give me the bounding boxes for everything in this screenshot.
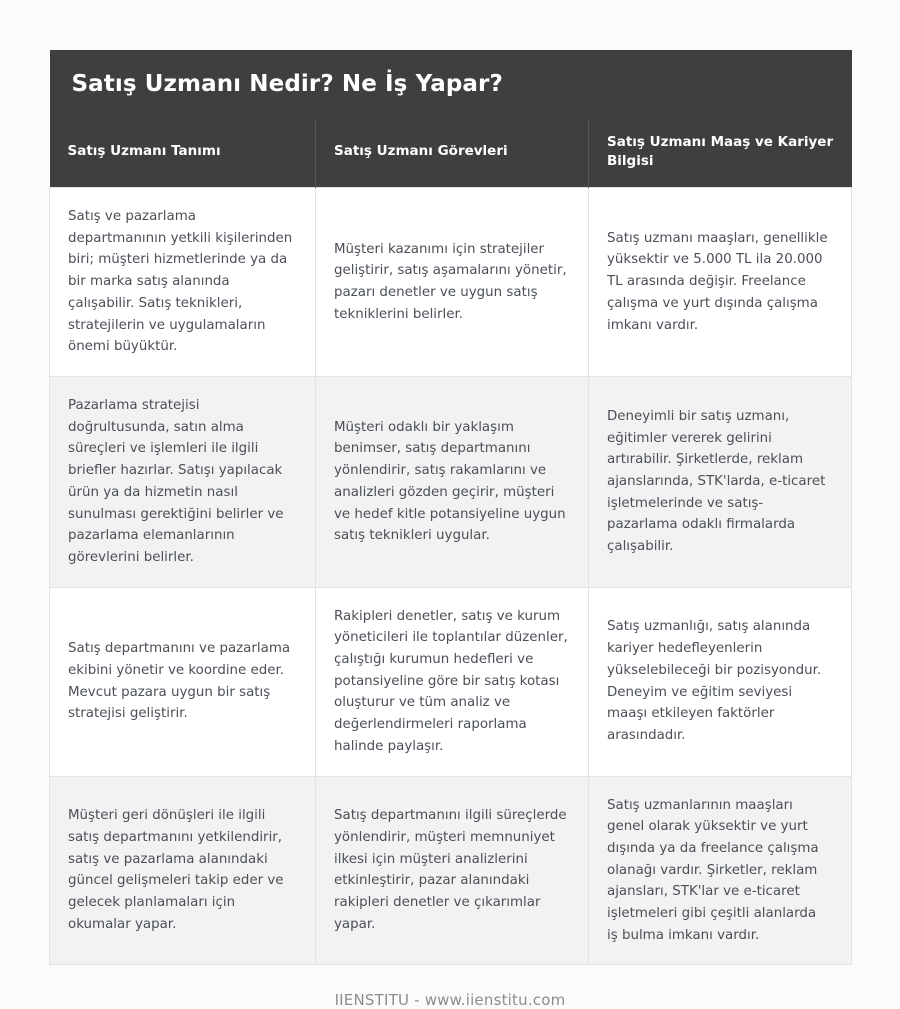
table-title-cell xyxy=(50,50,852,119)
cell-maas: Satış uzmanlığı, satış alanında kariyer hedefleyenlerin yükselebileceği bir pozisyondur. Deneyim ve eğitim seviyesi maaşı etkileyen faktörler arasındadır. xyxy=(589,587,852,776)
page-title: Satış Uzmanı Nedir? Ne İş Yapar? xyxy=(71,71,503,97)
table-row xyxy=(50,188,852,377)
info-table xyxy=(49,50,852,965)
cell-gorev: Satış departmanını ilgili süreçlerde yönlendirir, müşteri memnuniyet ilkesi için müşteri analizlerini etkinleştirir, pazar alanındaki rakipleri denetler ve çıkarımlar yapar. xyxy=(316,776,589,965)
table-row xyxy=(50,587,852,776)
cell-maas: Deneyimli bir satış uzmanı, eğitimler vererek gelirini artırabilir. Şirketlerde, reklam ajanslarında, STK'larda, e-ticaret işletmelerinde ve satış-pazarlama odaklı firmalarda çalışabilir. xyxy=(589,376,852,587)
table-head xyxy=(50,50,852,188)
column-header-maas-kariyer: Satış Uzmanı Maaş ve Kariyer Bilgisi xyxy=(589,119,852,188)
column-header-tanim: Satış Uzmanı Tanımı xyxy=(50,119,316,188)
cell-maas: Satış uzmanı maaşları, genellikle yüksektir ve 5.000 TL ila 20.000 TL arasında değişir. Freelance çalışma ve yurt dışında çalışma imkanı vardır. xyxy=(589,188,852,377)
cell-tanim: Pazarlama stratejisi doğrultusunda, satın alma süreçleri ve işlemleri ile ilgili briefler hazırlar. Satışı yapılacak ürün ya da hizmetin nasıl sunulması gerektiğini belirler ve pazarlama elemanlarının görevlerini belirler. xyxy=(50,376,316,587)
cell-tanim: Satış ve pazarlama departmanının yetkili kişilerinden biri; müşteri hizmetlerinde ya da bir marka satış alanında çalışabilir. Satış teknikleri, stratejilerin ve uygulamaların önemi büyüktür. xyxy=(50,188,316,377)
cell-maas: Satış uzmanlarının maaşları genel olarak yüksektir ve yurt dışında ya da freelance çalışma olanağı vardır. Şirketler, reklam ajansları, STK'lar ve e-ticaret işletmeleri gibi çeşitli alanlarda iş bulma imkanı vardır. xyxy=(589,776,852,965)
table-title-row xyxy=(50,50,852,119)
table-row xyxy=(50,776,852,965)
table-body xyxy=(50,188,852,965)
cell-gorev: Müşteri odaklı bir yaklaşım benimser, satış departmanını yönlendirir, satış rakamlarını ve analizleri gözden geçirir, müşteri ve hedef kitle potansiyeline uygun satış teknikleri uygular. xyxy=(316,376,589,587)
cell-gorev: Rakipleri denetler, satış ve kurum yöneticileri ile toplantılar düzenler, çalıştığı kurumun hedefleri ve potansiyeline göre bir satış kotası oluşturur ve tüm analiz ve değerlendirmeleri raporlama halinde paylaşır. xyxy=(316,587,589,776)
column-header-gorevler: Satış Uzmanı Görevleri xyxy=(316,119,589,188)
cell-tanim: Satış departmanını ve pazarlama ekibini yönetir ve koordine eder. Mevcut pazara uygun bir satış stratejisi geliştirir. xyxy=(50,587,316,776)
cell-gorev: Müşteri kazanımı için stratejiler geliştirir, satış aşamalarını yönetir, pazarı denetler ve uygun satış tekniklerini belirler. xyxy=(316,188,589,377)
table-row xyxy=(50,376,852,587)
table-header-row xyxy=(50,119,852,188)
cell-tanim: Müşteri geri dönüşleri ile ilgili satış departmanını yetkilendirir, satış ve pazarlama alanındaki güncel gelişmeleri takip eder ve gelecek planlamaları için okumalar yapar. xyxy=(50,776,316,965)
footer-credit: IIENSTITU - www.iienstitu.com xyxy=(334,991,566,1009)
